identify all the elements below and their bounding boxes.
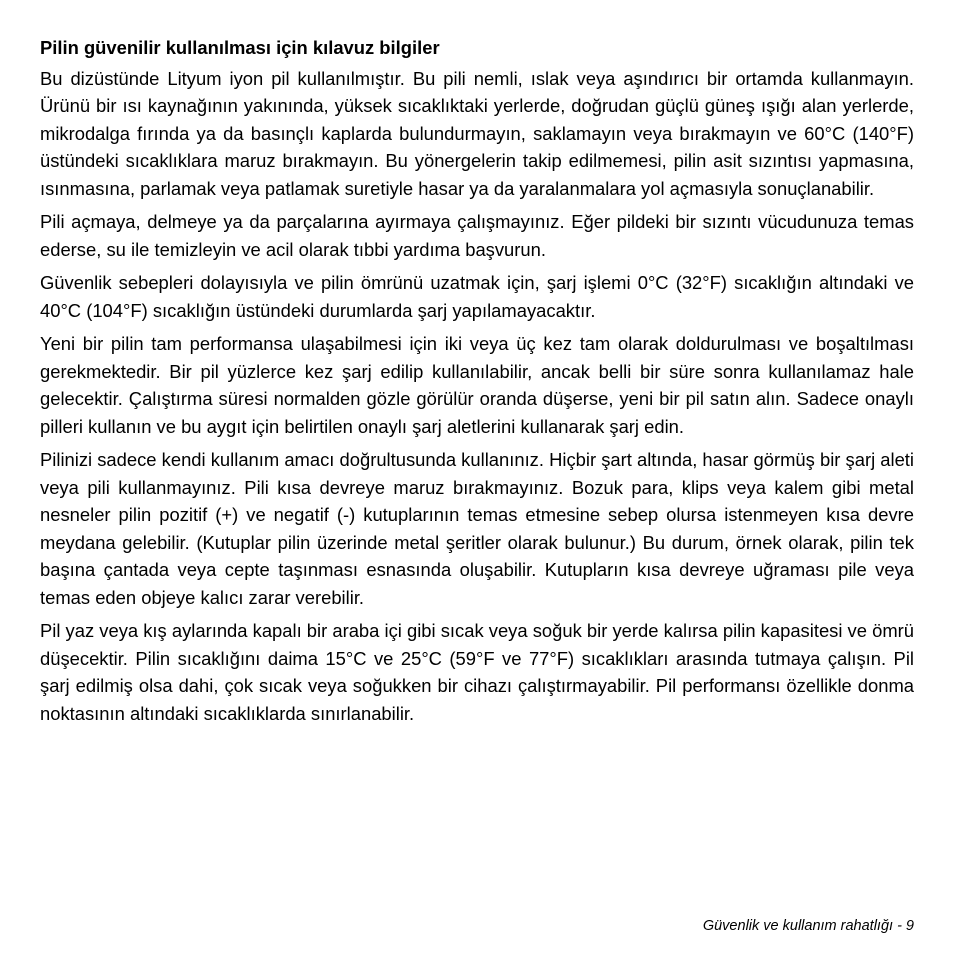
paragraph-temperature-capacity: Pil yaz veya kış aylarında kapalı bir araba içi gibi sıcak veya soğuk bir yerde kalırsa pilin kapasitesi ve ömrü düşecektir. Pilin sıcaklığını daima 15°C ve 25°C (59°F ve 77°F) sıcaklıkları arasında tutmaya çalışın. Pil şarj edilmiş olsa dahi, çok sıcak veya soğukken bir cihazı çalıştırmayabilir. Pil performansı özellikle donma noktasının altındaki sıcaklıklarda sınırlanabilir. xyxy=(40,620,914,724)
paragraph-charging-temperature: Güvenlik sebepleri dolayısıyla ve pilin ömrünü uzatmak için, şarj işlemi 0°C (32°F) sıcaklığın altındaki ve 40°C (104°F) sıcaklığın üstündeki durumlarda şarj yapılamayacaktır. xyxy=(40,272,914,321)
section-heading: Pilin güvenilir kullanılması için kılavuz bilgiler xyxy=(40,37,440,58)
page-body xyxy=(40,34,914,733)
paragraph-battery-disassembly: Pili açmaya, delmeye ya da parçalarına ayırmaya çalışmayınız. Eğer pildeki bir sızıntı vücudunuza temas ederse, su ile temizleyin ve acil olarak tıbbi yardıma başvurun. xyxy=(40,211,914,260)
page-footer: Güvenlik ve kullanım rahatlığı - 9 xyxy=(702,918,914,934)
paragraph-battery-environment: Bu dizüstünde Lityum iyon pil kullanılmıştır. Bu pili nemli, ıslak veya aşındırıcı bir ortamda kullanmayın. Ürünü bir ısı kaynağının yakınında, yüksek sıcaklıktaki yerlerde, doğrudan güçlü güneş ışığı alan yerlerde, mikrodalga fırında ya da basınçlı kaplarda bulundurmayın, saklamayın veya bırakmayın ve 60°C (140°F) üstündeki sıcaklıklara maruz bırakmayın. Bu yönergelerin takip edilmemesi, pilin asit sızıntısı yapmasına, ısınmasına, parlamak veya patlamak suretiyle hasar ya da yaralanmalara yol açmasıyla sonuçlanabilir. xyxy=(40,67,914,199)
paragraph-short-circuit: Pilinizi sadece kendi kullanım amacı doğrultusunda kullanınız. Hiçbir şart altında, hasar görmüş bir şarj aleti veya pili kullanmayınız. Pili kısa devreye maruz bırakmayınız. Bozuk para, klips veya kalem gibi metal nesneler pilin pozitif (+) ve negatif (-) kutuplarının temas etmesine sebep olursa istenmeyen kısa devre meydana gelebilir. (Kutuplar pilin üzerinde metal şeritler olarak bulunur.) Bu durum, örnek olarak, pilin tek başına çantada veya cepte taşınması esnasında oluşabilir. Kutupların kısa devreye uğraması pile veya temas eden objeye kalıcı zarar verebilir. xyxy=(40,449,914,608)
paragraph-new-battery-performance: Yeni bir pilin tam performansa ulaşabilmesi için iki veya üç kez tam olarak doldurulması ve boşaltılması gerekmektedir. Bir pil yüzlerce kez şarj edilip kullanılabilir, ancak belli bir süre sonra kullanılamaz hale gelecektir. Çalıştırma süresi normalden gözle görülür oranda düşerse, yeni bir pil satın alın. Sadece onaylı pilleri kullanın ve bu aygıt için belirtilen onaylı şarj aletlerini kullanarak şarj edin. xyxy=(40,333,914,437)
